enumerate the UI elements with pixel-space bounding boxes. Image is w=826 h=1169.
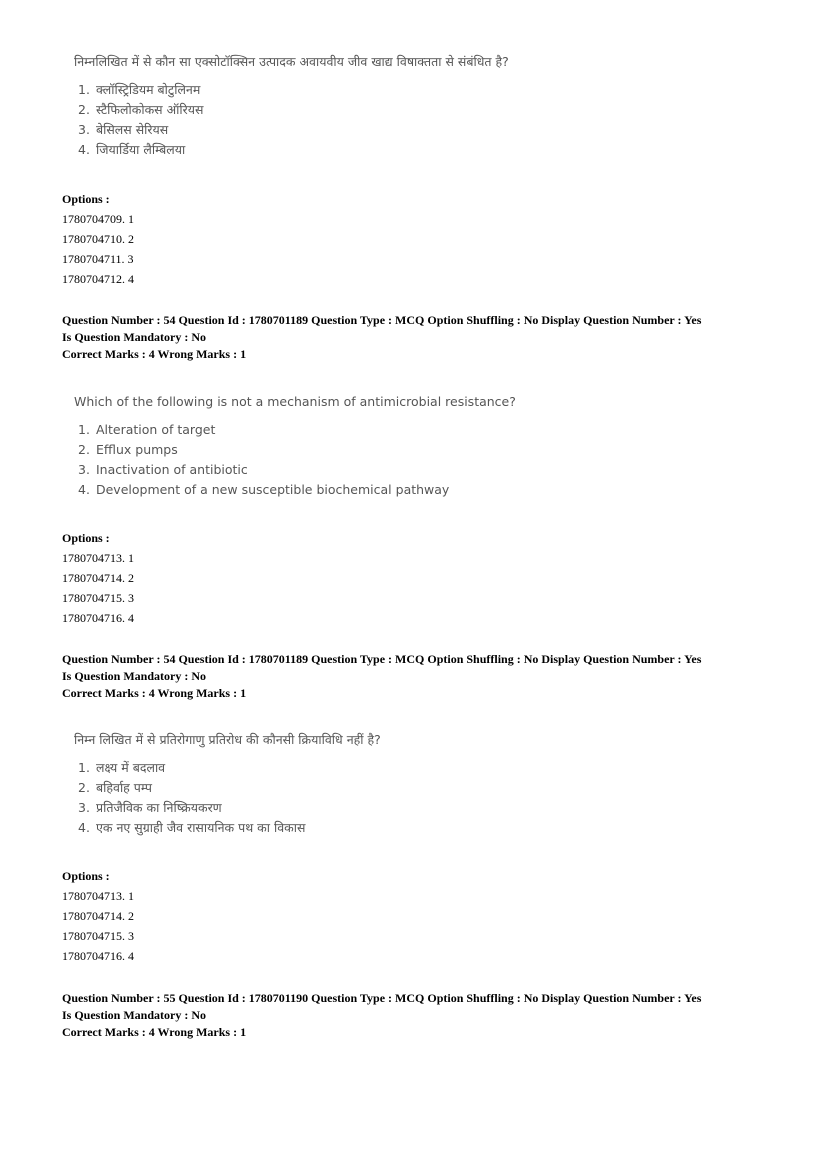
choice-text: Development of a new susceptible biochemical pathway [95,482,450,497]
choice-text: प्रतिजैविक का निष्क्रियकरण [95,800,222,815]
question-mandatory-line: Is Question Mandatory : No [62,1008,207,1022]
choice-number: 1. [78,760,90,775]
question-54-english-image [62,394,742,500]
options-label: Options : [62,192,110,206]
choice-text: Alteration of target [95,422,216,437]
choice-item [78,778,742,798]
question-header-line: Question Number : 55 Question Id : 1780701190 Question Type : MCQ Option Shuffling : No Display Question Number : Yes [62,991,702,1005]
question-stem: Which of the following is not a mechanism of antimicrobial resistance? [74,394,516,409]
choice-list [62,758,742,838]
choice-list [62,420,742,500]
question-54-hindi-options [62,867,462,966]
option-id-row: 1780704713. 1 [62,551,134,565]
choice-item [78,140,742,160]
question-mandatory-line: Is Question Mandatory : No [62,330,207,344]
choice-text: क्लॉस्ट्रिडियम बोटुलिनम [95,82,201,97]
option-id-row: 1780704713. 1 [62,889,134,903]
choice-text: लक्ष्य में बदलाव [95,760,166,775]
question-53-hindi-image [62,54,742,160]
choice-item [78,460,742,480]
question-55-meta [62,990,782,1041]
choice-item [78,120,742,140]
choice-item [78,420,742,440]
options-label: Options : [62,869,110,883]
choice-number: 4. [78,482,90,497]
choice-number: 2. [78,780,90,795]
question-marks-line: Correct Marks : 4 Wrong Marks : 1 [62,1025,247,1039]
option-id-row: 1780704715. 3 [62,591,134,605]
choice-item [78,480,742,500]
choice-item [78,440,742,460]
choice-list [62,80,742,160]
choice-number: 1. [78,82,90,97]
option-id-row: 1780704709. 1 [62,212,134,226]
choice-number: 1. [78,422,90,437]
question-54-english-options [62,529,462,628]
choice-item [78,818,742,838]
option-id-row: 1780704712. 4 [62,272,134,286]
question-stem: निम्न लिखित में से प्रतिरोगाणु प्रतिरोध की कौनसी क्रियाविधि नहीं है? [74,732,381,747]
option-id-row: 1780704711. 3 [62,252,134,266]
choice-text: स्टैफिलोकोकस ऑरियस [95,102,204,117]
option-id-row: 1780704714. 2 [62,571,134,585]
option-id-row: 1780704716. 4 [62,611,134,625]
question-53-options [62,190,462,289]
option-id-row: 1780704714. 2 [62,909,134,923]
choice-text: बेसिलस सेरियस [95,122,169,137]
choice-number: 2. [78,102,90,117]
question-stem: निम्नलिखित में से कौन सा एक्सोटॉक्सिन उत्पादक अवायवीय जीव खाद्य विषाक्तता से संबंधित है? [74,54,509,69]
choice-item [78,100,742,120]
option-id-row: 1780704710. 2 [62,232,134,246]
question-54-meta [62,312,782,363]
choice-number: 3. [78,800,90,815]
choice-text: जियार्डिया लैम्बिलया [95,142,186,157]
choice-number: 4. [78,142,90,157]
choice-text: Inactivation of antibiotic [95,462,248,477]
question-mandatory-line: Is Question Mandatory : No [62,669,207,683]
choice-item [78,758,742,778]
question-marks-line: Correct Marks : 4 Wrong Marks : 1 [62,347,247,361]
choice-text: एक नए सुग्राही जैव रासायनिक पथ का विकास [95,820,306,835]
choice-number: 3. [78,122,90,137]
choice-text: बहिर्वाह पम्प [95,780,152,795]
choice-item [78,798,742,818]
choice-text: Efflux pumps [95,442,178,457]
question-marks-line: Correct Marks : 4 Wrong Marks : 1 [62,686,247,700]
option-id-row: 1780704716. 4 [62,949,134,963]
question-header-line: Question Number : 54 Question Id : 1780701189 Question Type : MCQ Option Shuffling : No Display Question Number : Yes [62,652,702,666]
question-header-line: Question Number : 54 Question Id : 1780701189 Question Type : MCQ Option Shuffling : No Display Question Number : Yes [62,313,702,327]
choice-item [78,80,742,100]
question-54-hindi-image [62,732,742,838]
choice-number: 2. [78,442,90,457]
choice-number: 3. [78,462,90,477]
option-id-row: 1780704715. 3 [62,929,134,943]
question-54-hindi-meta [62,651,782,702]
options-label: Options : [62,531,110,545]
choice-number: 4. [78,820,90,835]
